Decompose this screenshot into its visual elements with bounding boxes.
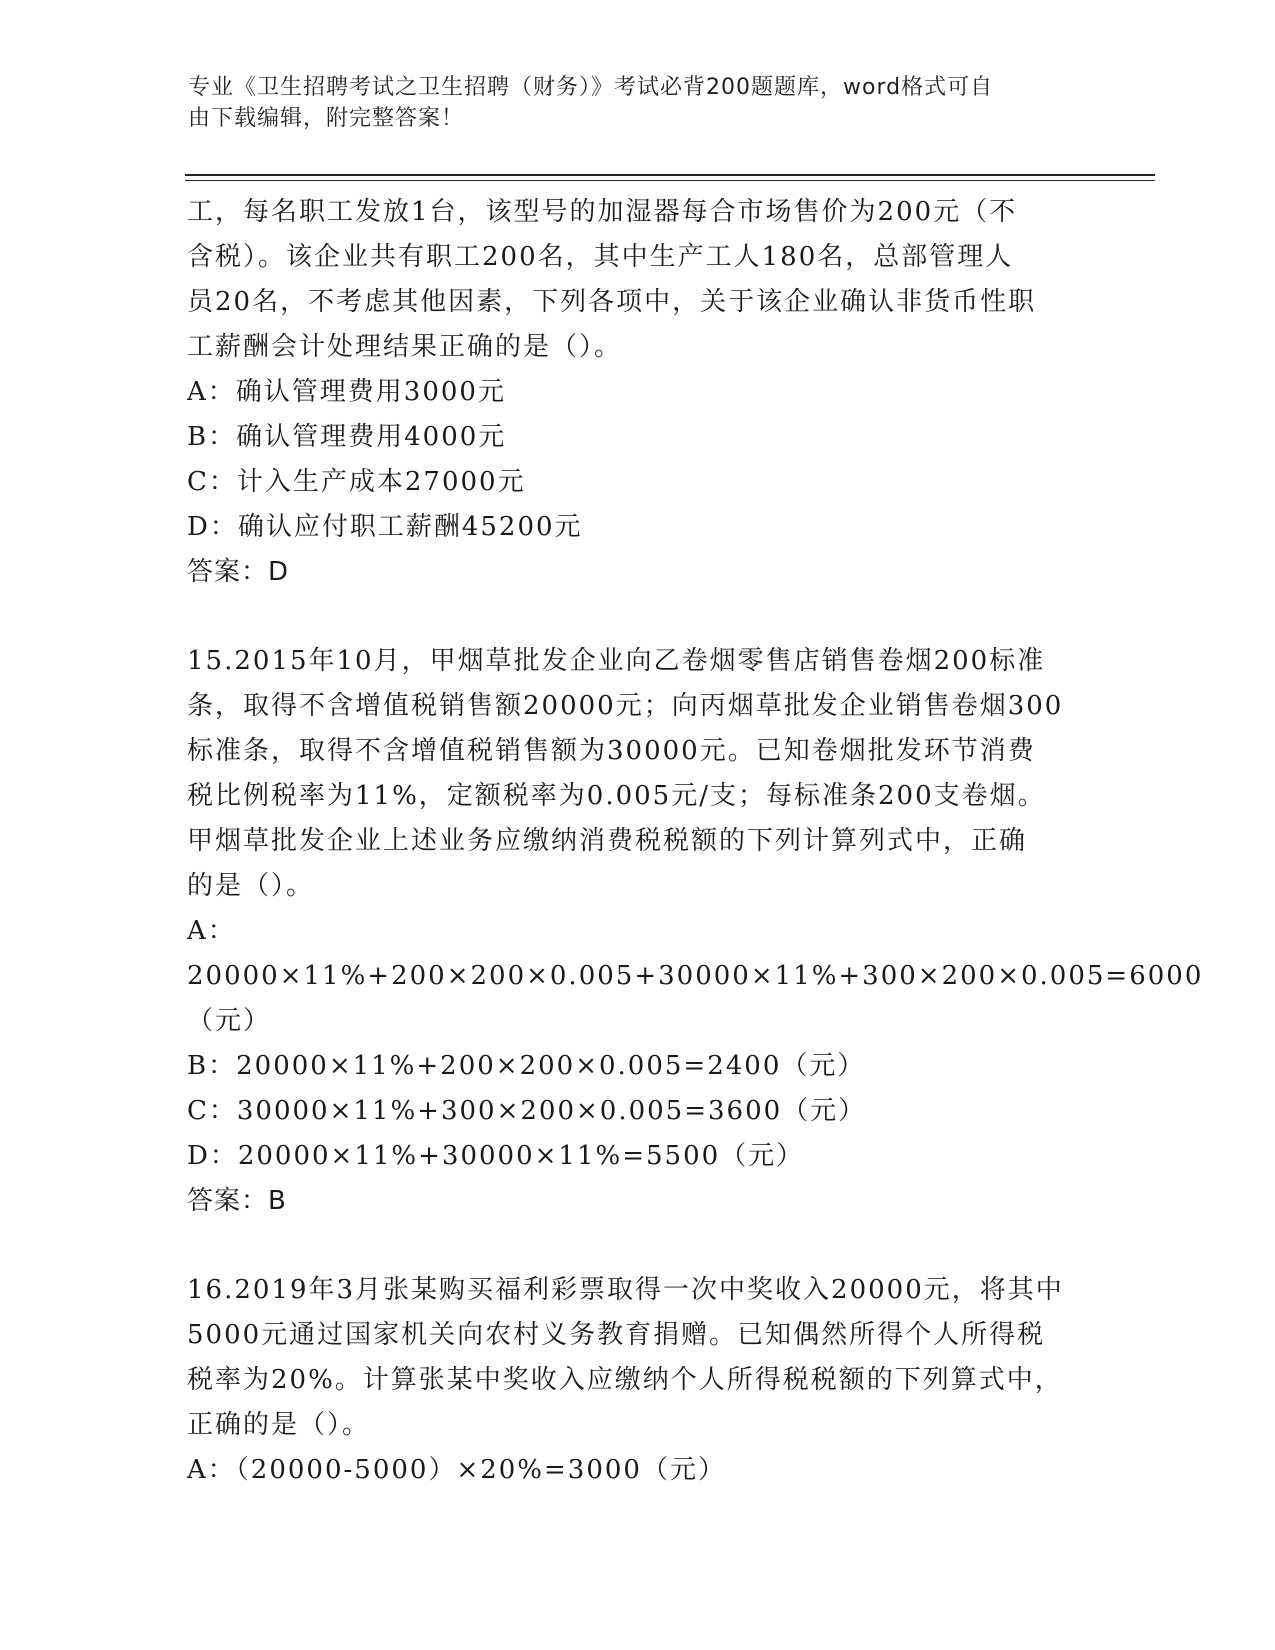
header-line-2: 由下载编辑，附完整答案！	[188, 106, 465, 131]
question-14	[187, 190, 1087, 595]
question-15-line-4: 税比例税率为11%，定额税率为0.005元/支；每标准条200支卷烟。	[187, 781, 1046, 811]
question-16-line-4: 正确的是（）。	[187, 1410, 371, 1440]
question-15-option-d: D：20000×11%+30000×11%=5500（元）	[187, 1141, 805, 1171]
document-header	[188, 72, 1088, 134]
question-15	[187, 639, 1204, 1224]
question-15-option-c: C：30000×11%+300×200×0.005=3600（元）	[187, 1096, 867, 1126]
question-16-line-2: 5000元通过国家机关向农村义务教育捐赠。已知偶然所得个人所得税	[187, 1320, 1046, 1350]
question-15-answer: 答案：B	[187, 1186, 287, 1216]
question-15-option-a-cont: （元）	[187, 1006, 272, 1036]
spacer	[187, 595, 1087, 639]
question-15-option-a: A：20000×11%+200×200×0.005+30000×11%+300×200×0.005=6000	[187, 916, 1204, 991]
header-rule-thin	[185, 180, 1155, 181]
header-rule-thick	[185, 174, 1155, 176]
question-14-option-d: D：确认应付职工薪酬45200元	[187, 512, 583, 542]
question-15-line-5: 甲烟草批发企业上述业务应缴纳消费税税额的下列计算列式中，正确	[187, 826, 1028, 856]
question-15-line-3: 标准条，取得不含增值税销售额为30000元。已知卷烟批发环节消费	[187, 736, 1036, 766]
question-14-line-4: 工薪酬会计处理结果正确的是（）。	[187, 332, 623, 362]
question-15-line-2: 条，取得不含增值税销售额20000元；向丙烟草批发企业销售卷烟300	[187, 691, 1064, 721]
question-16-option-a: A：（20000-5000）×20%=3000（元）	[187, 1455, 726, 1485]
question-14-option-b: B：确认管理费用4000元	[187, 422, 507, 452]
question-14-line-3: 员20名，不考虑其他因素，下列各项中，关于该企业确认非货币性职	[187, 287, 1037, 317]
question-16-line-1: 16.2019年3月张某购买福利彩票取得一次中奖收入20000元，将其中	[187, 1275, 1064, 1305]
question-14-option-c: C：计入生产成本27000元	[187, 467, 526, 497]
header-line-1: 专业《卫生招聘考试之卫生招聘（财务）》考试必背200题题库，word格式可自	[188, 75, 994, 100]
question-14-line-2: 含税）。该企业共有职工200名，其中生产工人180名，总部管理人	[187, 242, 1014, 272]
spacer	[187, 1224, 1087, 1268]
question-16-line-3: 税率为20%。计算张某中奖收入应缴纳个人所得税税额的下列算式中，	[187, 1365, 1063, 1395]
question-15-line-6: 的是（）。	[187, 871, 315, 901]
question-14-line-1: 工，每名职工发放1台，该型号的加湿器每合市场售价为200元（不	[187, 197, 1018, 227]
question-15-line-1: 15.2015年10月，甲烟草批发企业向乙卷烟零售店销售卷烟200标准	[187, 646, 1046, 676]
question-16	[187, 1268, 1087, 1493]
question-14-answer: 答案：D	[187, 557, 290, 587]
question-14-option-a: A：确认管理费用3000元	[187, 377, 506, 407]
document-body	[187, 190, 1204, 1493]
question-15-option-b: B：20000×11%+200×200×0.005=2400（元）	[187, 1051, 866, 1081]
